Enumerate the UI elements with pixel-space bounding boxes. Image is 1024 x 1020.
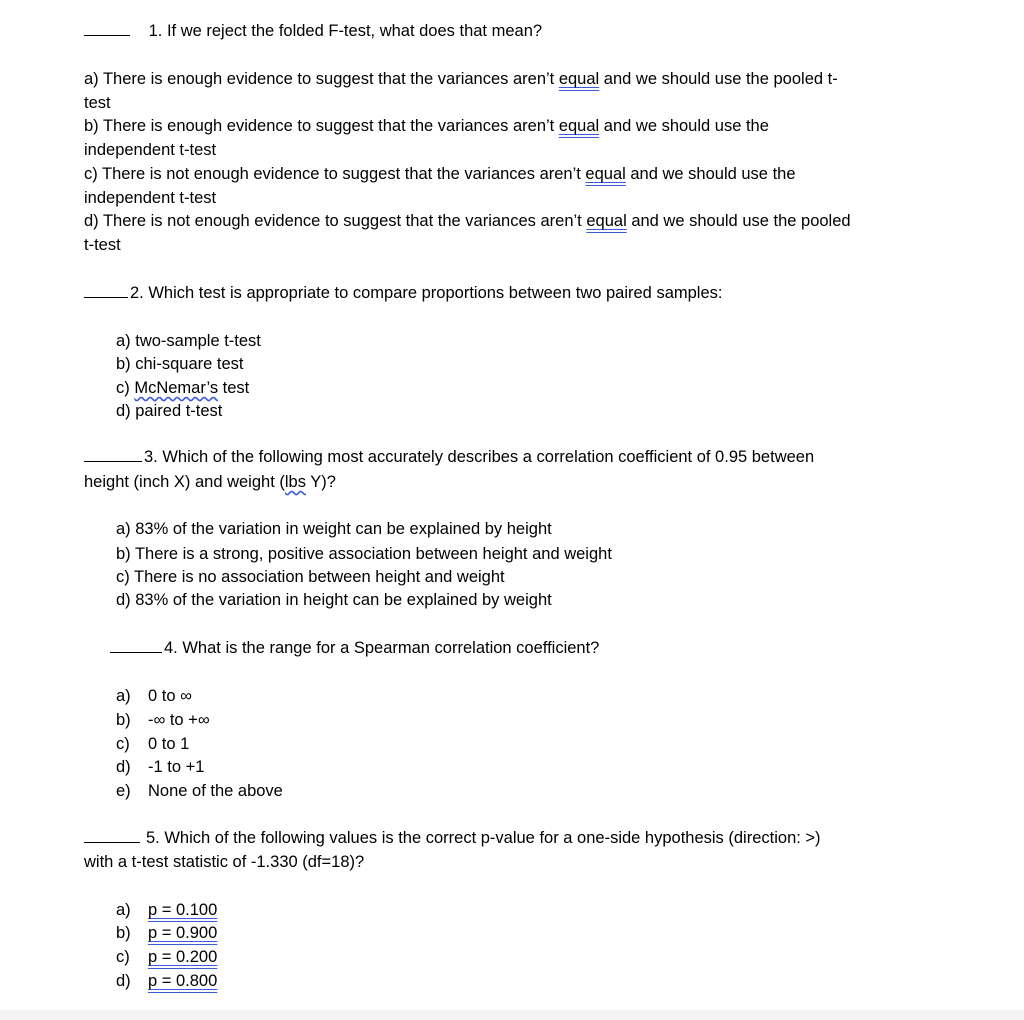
q2-line [84, 283, 722, 303]
q5-question-cont: with a t-test statistic of -1.330 (df=18)? [84, 853, 365, 871]
q4-option: d) -1 to +1 [116, 758, 205, 776]
q5-line [84, 828, 821, 848]
q2-answer-blank[interactable] [84, 283, 128, 298]
q1-line [84, 21, 542, 41]
q3-option-d: d) 83% of the variation in height can be explained by weight [116, 591, 552, 609]
q4-answer-blank[interactable] [110, 638, 162, 653]
q5-option: c) p = 0.200 [116, 948, 218, 966]
q3-answer-blank[interactable] [84, 447, 142, 462]
spellcheck-word: lbs [284, 473, 306, 491]
q1-option-a: a) There is enough evidence to suggest that the variances aren’t equal and we should use the pooled t- [84, 70, 838, 88]
q4-option: a) 0 to ∞ [116, 687, 192, 705]
q1-option-c-cont: independent t-test [84, 189, 217, 207]
spellcheck-word: equal [585, 165, 626, 183]
q1-answer-blank[interactable] [84, 21, 130, 36]
q5-option: d) p = 0.800 [116, 972, 218, 990]
q1-option-d-cont: t-test [84, 236, 121, 254]
q2-question: 2. Which test is appropriate to compare proportions between two paired samples: [130, 284, 723, 302]
q2-option-a: a) two-sample t-test [116, 332, 261, 350]
q1-option-c: c) There is not enough evidence to suggest that the variances aren’t equal and we should use the [84, 165, 796, 183]
page-bottom-edge [0, 1010, 1024, 1020]
q1-option-d: d) There is not enough evidence to suggest that the variances aren’t equal and we should use the pooled [84, 212, 851, 230]
q3-option-c: c) There is no association between height and weight [116, 568, 505, 586]
spellcheck-word: equal [558, 117, 600, 135]
q4-option: c) 0 to 1 [116, 735, 190, 753]
q3-option-a: a) 83% of the variation in weight can be explained by height [116, 520, 552, 538]
q1-question: 1. If we reject the folded F-test, what does that mean? [148, 22, 543, 40]
q4-question: 4. What is the range for a Spearman correlation coefficient? [164, 639, 600, 657]
spellcheck-word: equal [558, 70, 600, 88]
q3-option-b: b) There is a strong, positive association between height and weight [116, 545, 612, 563]
q1-option-b: b) There is enough evidence to suggest that the variances aren’t equal and we should use the [84, 117, 769, 135]
q2-option-c: c) McNemar’s test [116, 379, 250, 397]
q4-line [110, 638, 599, 658]
q3-question: 3. Which of the following most accurately describes a correlation coefficient of 0.95 between [144, 448, 815, 466]
q3-line [84, 447, 814, 467]
q1-option-b-cont: independent t-test [84, 141, 217, 159]
q5-answer-blank[interactable] [84, 828, 140, 843]
q3-question-cont: height (inch X) and weight (lbs Y)? [84, 473, 336, 491]
q5-option: b) p = 0.900 [116, 924, 218, 942]
q2-option-d: d) paired t-test [116, 402, 223, 420]
q5-option: a) p = 0.100 [116, 901, 218, 919]
q5-question: 5. Which of the following values is the correct p-value for a one-side hypothesis (direction: >) [146, 829, 821, 847]
q1-option-a-cont: test [84, 94, 111, 112]
spellcheck-word: equal [586, 212, 627, 230]
spellcheck-word: McNemar’s [134, 379, 219, 397]
q2-option-b: b) chi-square test [116, 355, 244, 373]
q4-option: b) -∞ to +∞ [116, 711, 210, 729]
q4-option: e) None of the above [116, 782, 283, 800]
